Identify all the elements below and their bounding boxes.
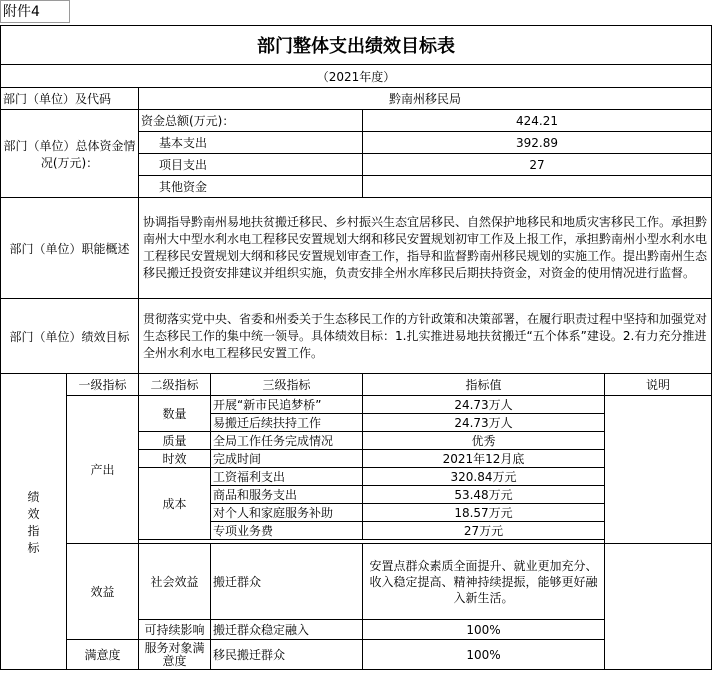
funds-basic-label: 基本支出	[139, 132, 363, 154]
side-char: 绩	[27, 489, 40, 504]
goal-text: 贯彻落实党中央、省委和州委关于生态移民工作的方针政策和决策部署，在履行职责过程中坚持和加强党对生态移民工作的集中统一领导。具体绩效目标：1.扎实推进易地扶贫搬迁“五个体系”建设。2.有力充分推进全州水利水电工程移民安置工作。	[139, 299, 712, 374]
indicator-name: 商品和服务支出	[211, 486, 363, 504]
note-cell	[605, 544, 712, 670]
funds-project-value: 27	[363, 154, 712, 176]
dept-value: 黔南州移民局	[139, 88, 712, 110]
header-level1: 一级指标	[67, 374, 139, 396]
side-char: 效	[27, 506, 40, 521]
header-level3: 三级指标	[211, 374, 363, 396]
indicator-name: 移民搬迁群众	[211, 640, 363, 670]
funds-basic-value: 392.89	[363, 132, 712, 154]
indicator-name: 易搬迁后续扶持工作	[211, 414, 363, 432]
indicator-value: 24.73万人	[363, 414, 605, 432]
indicator-value: 2021年12月底	[363, 450, 605, 468]
side-char: 标	[27, 540, 40, 555]
indicator-name: 专项业务费	[211, 522, 363, 540]
note-cell	[605, 396, 712, 544]
quantity-label: 数量	[139, 396, 211, 432]
indicator-value: 53.48万元	[363, 486, 605, 504]
funds-label: 部门（单位）总体资金情况(万元)：	[1, 110, 139, 198]
header-value: 指标值	[363, 374, 605, 396]
quality-label: 质量	[139, 432, 211, 450]
output-label: 产出	[67, 396, 139, 544]
indicator-name: 搬迁群众	[211, 544, 363, 620]
indicator-name: 全局工作任务完成情况	[211, 432, 363, 450]
indicator-value: 安置点群众素质全面提升、就业更加充分、收入稳定提高、精神持续提振，能够更好融入新生活。	[363, 544, 605, 620]
indicator-value: 320.84万元	[363, 468, 605, 486]
funds-total-value: 424.21	[363, 110, 712, 132]
page-title: 部门整体支出绩效目标表	[1, 26, 712, 65]
indicator-name: 对个人和家庭服务补助	[211, 504, 363, 522]
indicator-name: 工资福利支出	[211, 468, 363, 486]
indicator-name: 开展“新市民追梦桥”	[211, 396, 363, 414]
satisfaction-label: 满意度	[67, 640, 139, 670]
timeliness-label: 时效	[139, 450, 211, 468]
indicator-value: 24.73万人	[363, 396, 605, 414]
indicator-side-label	[1, 374, 67, 670]
year-label: （2021年度）	[1, 65, 712, 88]
header-level2: 二级指标	[139, 374, 211, 396]
header-note: 说明	[605, 374, 712, 396]
funds-other-label: 其他资金	[139, 176, 363, 198]
indicator-value: 优秀	[363, 432, 605, 450]
funds-other-value	[363, 176, 712, 198]
function-label: 部门（单位）职能概述	[1, 198, 139, 299]
service-label: 服务对象满意度	[139, 640, 211, 670]
performance-target-table	[0, 25, 712, 670]
dept-label: 部门（单位）及代码	[1, 88, 139, 110]
indicator-name: 搬迁群众稳定融入	[211, 620, 363, 640]
indicator-value: 100%	[363, 640, 605, 670]
indicator-value: 18.57万元	[363, 504, 605, 522]
funds-total-label: 资金总额(万元)：	[139, 110, 363, 132]
cost-label: 成本	[139, 468, 211, 540]
side-char: 指	[27, 523, 40, 538]
funds-project-label: 项目支出	[139, 154, 363, 176]
social-benefit-label: 社会效益	[139, 544, 211, 620]
attachment-label: 附件4	[0, 0, 70, 23]
indicator-name: 完成时间	[211, 450, 363, 468]
indicator-value: 27万元	[363, 522, 605, 540]
function-text: 协调指导黔南州易地扶贫搬迁移民、乡村振兴生态宜居移民、自然保护地移民和地质灾害移民工作。承担黔南州大中型水利水电工程移民安置规划大纲和移民安置规划初审工作及上报工作，承担黔南州小型水利水电工程移民安置规划大纲和移民安置规划审查工作，指导和监督黔南州移民规划的实施工作。提出黔南州生态移民搬迁投资安排建议并组织实施，负责安排全州水库移民后期扶持资金，对资金的使用情况进行监督。	[139, 198, 712, 299]
benefit-label: 效益	[67, 544, 139, 640]
goal-label: 部门（单位）绩效目标	[1, 299, 139, 374]
indicator-value: 100%	[363, 620, 605, 640]
sustain-label: 可持续影响	[139, 620, 211, 640]
